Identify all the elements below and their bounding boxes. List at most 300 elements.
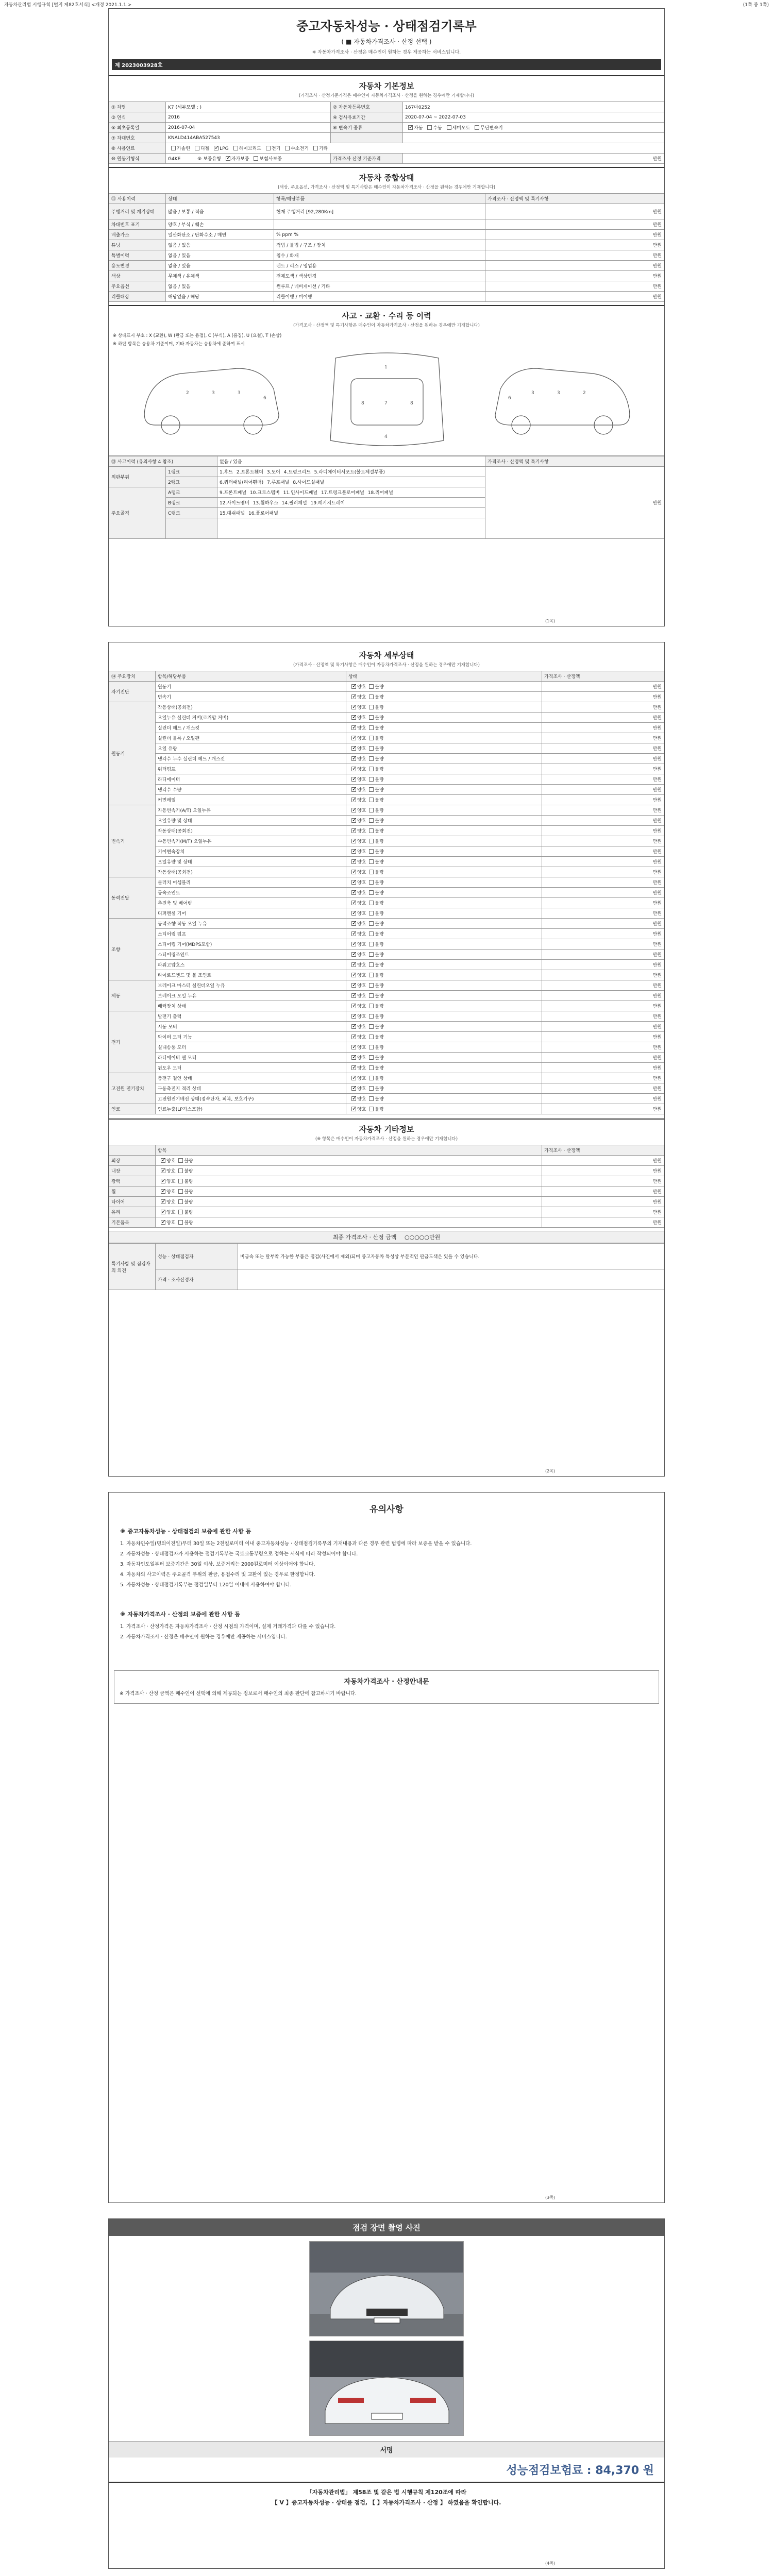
checkbox-checked — [351, 798, 356, 802]
state-ok-label: 양호 — [166, 1210, 176, 1215]
panel-number: 8 — [410, 401, 413, 406]
sign-area — [109, 2483, 664, 2506]
checkbox-checked — [351, 1096, 356, 1101]
checkbox-checked — [351, 942, 356, 946]
row-state: 해당없음 / 해당 — [166, 292, 274, 302]
state-ok-label: 양호 — [166, 1221, 176, 1226]
table-row — [109, 877, 664, 888]
row-price: 만원 — [485, 250, 664, 261]
state-bad-label: 불량 — [375, 819, 384, 824]
state-bad-label: 불량 — [375, 736, 384, 741]
state-ok-label: 양호 — [357, 1045, 366, 1050]
other-item-label: 타이어 — [109, 1197, 156, 1207]
state-bad-label: 불량 — [375, 788, 384, 793]
part-label: 16.플로어패널 — [248, 511, 278, 516]
checkbox-checked — [351, 1004, 356, 1008]
row-price: 만원 — [485, 292, 664, 302]
panel-number: 3 — [212, 391, 215, 396]
rankA-items — [217, 487, 485, 498]
row-label: 용도변경 — [109, 261, 166, 271]
label-inspection-validity: ④ 검사유효기간 — [331, 112, 403, 123]
header-usage: ⑪ 사용이력 — [109, 194, 166, 204]
row-price: 만원 — [485, 240, 664, 250]
state-ok-label: 양호 — [357, 1014, 366, 1020]
accident-summary-state: 없음 / 있음 — [217, 456, 485, 467]
part-price: 만원 — [542, 764, 664, 774]
state-bad-label: 불량 — [184, 1210, 193, 1215]
part-name: 윈도우 모터 — [156, 1063, 346, 1073]
checkbox-checked — [161, 1199, 165, 1204]
header-price: 가격조사 · 산정액 및 특기사항 — [485, 194, 664, 204]
table-row — [109, 774, 664, 785]
state-ok-label: 양호 — [357, 716, 366, 721]
page-2 — [108, 642, 665, 1477]
part-state — [346, 929, 542, 939]
checkbox — [369, 1035, 374, 1039]
state-bad-label: 불량 — [375, 1107, 384, 1112]
checkbox-checked — [351, 973, 356, 977]
part-price: 만원 — [542, 1022, 664, 1032]
state-ok-label: 양호 — [357, 994, 366, 999]
part-price: 만원 — [542, 970, 664, 980]
table-row — [109, 991, 664, 1001]
table-row — [109, 867, 664, 877]
other-item-price: 만원 — [542, 1217, 664, 1228]
car-right-side-outline — [495, 368, 630, 425]
table-row — [109, 240, 664, 250]
part-label: 12.사이드멤버 — [220, 501, 249, 506]
checkbox — [369, 849, 374, 854]
part-price: 만원 — [542, 826, 664, 836]
other-item-price: 만원 — [542, 1197, 664, 1207]
state-bad-label: 불량 — [375, 1076, 384, 1081]
checkbox — [313, 146, 318, 150]
checkbox-checked — [351, 983, 356, 988]
table-row — [109, 1176, 664, 1187]
state-ok-label: 양호 — [166, 1179, 176, 1184]
option-label: 자동 — [414, 126, 423, 131]
document-number: 제 2023003928호 — [112, 59, 661, 70]
other-item-state — [156, 1207, 542, 1217]
part-name: 실린더 블록 / 오일팬 — [156, 733, 346, 743]
part-name: 작동상태(공회전) — [156, 867, 346, 877]
other-item-state — [156, 1187, 542, 1197]
checkbox-checked — [161, 1168, 165, 1173]
checkbox — [369, 694, 374, 699]
state-bad-label: 불량 — [375, 1004, 384, 1009]
other-item-label: 외장 — [109, 1156, 156, 1166]
part-name: 실내송풍 모터 — [156, 1042, 346, 1053]
header-item: 항목/해당부품 — [274, 194, 485, 204]
row-label: 튜닝 — [109, 240, 166, 250]
part-state — [346, 1032, 542, 1042]
other-title: 자동차 기타정보 — [109, 1118, 664, 1136]
state-bad-label: 불량 — [184, 1179, 193, 1184]
panel-number: 2 — [186, 391, 189, 396]
row-price: 만원 — [485, 204, 664, 219]
checkbox — [369, 808, 374, 812]
state-bad-label: 불량 — [375, 705, 384, 710]
checkbox-checked — [351, 715, 356, 720]
row-state: 없음 / 있음 — [166, 250, 274, 261]
notice-title: 유의사항 — [369, 1504, 404, 1515]
other-item-state — [156, 1217, 542, 1228]
state-ok-label: 양호 — [357, 1035, 366, 1040]
option-label: 가솔린 — [177, 146, 191, 151]
part-name: 연료누출(LP가스포함) — [156, 1104, 346, 1114]
state-bad-label: 불량 — [375, 932, 384, 937]
state-ok-label: 양호 — [357, 953, 366, 958]
checkbox-checked — [351, 746, 356, 751]
part-price: 만원 — [542, 1001, 664, 1011]
car-photo-front-svg — [310, 2242, 464, 2336]
other-item-label: 광택 — [109, 1176, 156, 1187]
header-state: 상태 — [346, 671, 542, 682]
option-label: 수동 — [433, 126, 442, 131]
part-name: 기어변속장치 — [156, 846, 346, 857]
state-ok-label: 양호 — [357, 839, 366, 844]
part-price: 만원 — [542, 682, 664, 692]
page-count: (1쪽 중 1쪽) — [743, 3, 769, 8]
checkbox-checked — [351, 962, 356, 967]
state-ok-label: 양호 — [357, 922, 366, 927]
part-label: 15.대쉬패널 — [220, 511, 245, 516]
state-bad-label: 불량 — [375, 880, 384, 886]
part-name: 파워고압호스 — [156, 960, 346, 970]
state-bad-label: 불량 — [375, 953, 384, 958]
state-ok-label: 양호 — [357, 1056, 366, 1061]
transmission-options — [403, 123, 664, 133]
part-name: 실린더 헤드 / 개스킷 — [156, 723, 346, 733]
state-bad-label: 불량 — [375, 891, 384, 896]
overall-title: 자동차 종합상태 — [109, 167, 664, 184]
table-row — [109, 1073, 664, 1083]
part-price: 만원 — [542, 898, 664, 908]
total-table — [109, 1231, 664, 1243]
row-item — [274, 219, 485, 230]
state-ok-label: 양호 — [357, 1066, 366, 1071]
table-row — [109, 1094, 664, 1104]
part-name: 라디에이터 팬 모터 — [156, 1053, 346, 1063]
checkbox — [369, 890, 374, 895]
notice-heading-2: ※ 자동차가격조사 · 산정의 보증에 관한 사항 등 — [120, 1611, 240, 1618]
notice-item: 4. 자동차의 사고이력은 주요골격 부위의 판금, 용접수리 및 교환이 있는 경우로 한정합니다. — [120, 1572, 315, 1578]
checkbox-checked — [351, 828, 356, 833]
part-label: 8.사이드실패널 — [293, 480, 325, 485]
checkbox — [475, 125, 479, 130]
special-text: 비금속 또는 탈부착 가능한 부품은 점검(사진에서 제외)되며 중고자동차 특성상 부분적인 판금도색은 있을 수 있습니다. — [238, 1244, 664, 1269]
state-bad-label: 불량 — [375, 922, 384, 927]
checkbox — [369, 993, 374, 998]
checkbox — [369, 973, 374, 977]
car-left-side-outline — [144, 368, 279, 425]
part-state — [346, 836, 542, 846]
part-state — [346, 805, 542, 816]
part-name: 타이로드엔드 및 볼 조인트 — [156, 970, 346, 980]
checkbox — [369, 911, 374, 916]
page-number: (2쪽) — [545, 1469, 555, 1473]
checkbox-checked — [351, 839, 356, 843]
state-ok-label: 양호 — [357, 942, 366, 947]
label-vin: ⑦ 차대번호 — [109, 133, 166, 143]
table-row — [109, 960, 664, 970]
part-name: 오일 유량 — [156, 743, 346, 754]
state-bad-label: 불량 — [375, 798, 384, 803]
state-ok-label: 양호 — [357, 777, 366, 783]
part-price: 만원 — [542, 908, 664, 919]
checkbox — [369, 756, 374, 761]
checkbox — [266, 146, 271, 150]
checkbox-checked — [226, 156, 230, 161]
checkbox-checked — [351, 787, 356, 792]
part-name: 와이퍼 모터 기능 — [156, 1032, 346, 1042]
table-row — [109, 1197, 664, 1207]
part-name: 스티어링 펌프 — [156, 929, 346, 939]
state-bad-label: 불량 — [375, 1056, 384, 1061]
part-state — [346, 785, 542, 795]
accident-table: ⑬ 사고이력 (유의사항 4 참조) 없음 / 있음 가격조사 · 산정액 및 특기사항 외판부위 1랭크 1.후드 2.프론트휀더 3.도어 4.트렁크리드 5.라디에이터서포트(볼트체결부품) 만원 2랭크 6.쿼터패널(리어휀더) 7.루프패널 8.사이드실패널 주요골격 A랭크 9.프론트패널 10.크로스멤버 11.인사이드패널 17.트렁크플로어패널 18.리어패널 B랭크 12.사이드멤버 13.휠하우스 14.필러패널 19.패키지트레이 C랭크 15.대쉬패널 16.플로어패널 — [109, 456, 664, 539]
part-price: 만원 — [542, 1053, 664, 1063]
overall-note: (색상, 주요옵션, 가격조사 · 산정액 및 특기사항은 매수인이 자동차가격조사 · 산정을 원하는 경우에만 기재합니다) — [277, 185, 496, 190]
other-item-label: 유리 — [109, 1207, 156, 1217]
value-plate: 167마0252 — [403, 102, 664, 112]
label-fuel: ⑧ 사용연료 — [109, 143, 166, 154]
option-label: 전기 — [271, 146, 281, 151]
part-state — [346, 991, 542, 1001]
table-row — [109, 795, 664, 805]
checkbox — [195, 146, 199, 150]
option-label: LPG — [220, 146, 229, 151]
checkbox — [369, 725, 374, 730]
header-price: 가격조사 · 산정액 — [542, 671, 664, 682]
state-ok-label: 양호 — [357, 726, 366, 731]
label-car-name: ① 차명 — [109, 102, 166, 112]
checkbox-checked — [351, 1065, 356, 1070]
checkbox-checked — [161, 1210, 165, 1214]
row-label: 주행거리 및 계기상태 — [109, 204, 166, 219]
value-vin: KNALD414ABA527543 — [166, 133, 331, 143]
table-row — [109, 733, 664, 743]
checkbox-checked — [351, 849, 356, 854]
state-bad-label: 불량 — [375, 726, 384, 731]
table-row — [109, 1053, 664, 1063]
page-title: 중고자동차성능 · 상태점검기록부 — [296, 19, 477, 33]
other-item-price: 만원 — [542, 1207, 664, 1217]
document-topline — [0, 0, 773, 7]
table-row — [109, 816, 664, 826]
state-bad-label: 불량 — [184, 1200, 193, 1205]
panel-number: 2 — [583, 391, 586, 396]
part-price: 만원 — [542, 774, 664, 785]
checkbox — [178, 1168, 183, 1173]
option-label: 하이브리드 — [239, 146, 262, 151]
part-price: 만원 — [542, 991, 664, 1001]
checkbox — [369, 952, 374, 957]
photo-area — [109, 2236, 664, 2441]
checkbox-checked — [351, 1076, 356, 1080]
state-bad-label: 불량 — [184, 1169, 193, 1174]
checkbox — [369, 1055, 374, 1060]
checkbox-checked — [161, 1189, 165, 1194]
table-row — [109, 1104, 664, 1114]
table-row — [109, 1022, 664, 1032]
state-bad-label: 불량 — [375, 1025, 384, 1030]
part-price: 만원 — [542, 785, 664, 795]
table-row — [109, 805, 664, 816]
table-row — [109, 1166, 664, 1176]
checkbox-checked — [351, 736, 356, 740]
state-ok-label: 양호 — [357, 1025, 366, 1030]
photo-title: 점검 장면 촬영 사진 — [109, 2219, 664, 2236]
checkbox — [369, 1086, 374, 1091]
notice-item: 1. 자동차인수일(명의이전일)부터 30일 또는 2천킬로미터 이내 중고자동차성능 · 상태점검기록부의 기재내용과 다른 경우 관련 법령에 따라 보증을 받을 수 있습니다. — [120, 1540, 472, 1547]
other-item-label: 내장 — [109, 1166, 156, 1176]
part-label: 5.라디에이터서포트(볼트체결부품) — [314, 470, 385, 475]
part-state — [346, 764, 542, 774]
device-group-label: 제동 — [109, 980, 156, 1011]
part-state — [346, 939, 542, 950]
part-price: 만원 — [542, 888, 664, 898]
page-number: (4쪽) — [545, 2561, 555, 2566]
checkbox-checked — [351, 901, 356, 905]
table-row — [109, 846, 664, 857]
checkbox-checked — [408, 125, 413, 130]
part-name: 작동상태(공회전) — [156, 702, 346, 713]
table-row — [109, 888, 664, 898]
checkbox-checked — [351, 705, 356, 709]
value-engine: G4KE — [168, 157, 181, 162]
state-ok-label: 양호 — [357, 963, 366, 968]
panel-number: 1 — [384, 365, 388, 370]
option-label: 자가보증 — [231, 157, 249, 162]
inspection-photo-rear — [309, 2341, 464, 2436]
table-row — [109, 292, 664, 302]
part-name: 스티어링 기어(MDPS포함) — [156, 939, 346, 950]
part-name: 라디에이터 — [156, 774, 346, 785]
table-row — [109, 723, 664, 733]
table-row — [109, 1001, 664, 1011]
device-group-label: 동력전달 — [109, 877, 156, 919]
part-price: 만원 — [542, 713, 664, 723]
part-label: 11.인사이드패널 — [283, 490, 318, 496]
checkbox-checked — [351, 1086, 356, 1091]
table-row — [109, 857, 664, 867]
part-state — [346, 826, 542, 836]
checkbox-checked — [351, 1107, 356, 1111]
other-note: (※ 항목은 매수인이 자동차가격조사 · 산정을 원하는 경우에만 기재합니다) — [315, 1137, 458, 1142]
device-group-label: 조향 — [109, 919, 156, 980]
checkbox-checked — [351, 1014, 356, 1019]
part-state — [346, 980, 542, 991]
row-label: 배출가스 — [109, 230, 166, 240]
checkbox-checked — [351, 931, 356, 936]
state-ok-label: 양호 — [357, 1004, 366, 1009]
table-row — [109, 692, 664, 702]
part-state — [346, 1073, 542, 1083]
accident-legend: ※ 상태표시 부호 : X (교환), W (판금 또는 용접), C (부식), A (흠집), U (요철), T (손상) — [113, 333, 282, 338]
table-row — [109, 1011, 664, 1022]
state-bad-label: 불량 — [375, 767, 384, 772]
state-bad-label: 불량 — [184, 1221, 193, 1226]
part-state — [346, 1104, 542, 1114]
part-name: 오일누유 실린더 커버(로커암 커버) — [156, 713, 346, 723]
panel-number: 6 — [263, 396, 266, 401]
checkbox — [233, 146, 238, 150]
row-state: 무채색 / 유채색 — [166, 271, 274, 281]
state-ok-label: 양호 — [357, 788, 366, 793]
table-row — [109, 271, 664, 281]
part-name: 고전원전기배선 상태(접속단자, 피복, 보호기구) — [156, 1094, 346, 1104]
part-state — [346, 1011, 542, 1022]
checkbox-checked — [351, 1045, 356, 1049]
insurance-fee: 성능점검보험료 : 84,370 원 — [109, 2458, 664, 2483]
checkbox — [369, 839, 374, 843]
confirm-title: 자동차가격조사 · 산정안내문 — [344, 1678, 429, 1686]
other-item-price: 만원 — [542, 1176, 664, 1187]
part-price: 만원 — [542, 929, 664, 939]
part-name: 등속조인트 — [156, 888, 346, 898]
state-ok-label: 양호 — [357, 870, 366, 875]
label-warranty: ⑨ 보증유형 — [197, 157, 221, 162]
header-device: ⑭ 주요장치 — [109, 671, 156, 682]
table-row — [109, 1187, 664, 1197]
state-bad-label: 불량 — [375, 839, 384, 844]
row-state: 없음 / 있음 — [166, 261, 274, 271]
state-ok-label: 양호 — [357, 808, 366, 814]
row-label: 리콜대상 — [109, 292, 166, 302]
device-group-label: 연료 — [109, 1104, 156, 1114]
row-price: 만원 — [485, 261, 664, 271]
state-bad-label: 불량 — [375, 901, 384, 906]
part-price: 만원 — [542, 846, 664, 857]
part-state — [346, 702, 542, 713]
sign-line-2: 【 V 】중고자동차성능 · 상태를 점검, 【 】자동차가격조사 · 산정 】 하였음을 확인합니다. — [272, 2499, 501, 2506]
basic-info-table — [109, 101, 664, 164]
notice-item: 3. 자동차인도일부터 보증기간은 30일 이상, 보증거리는 2000킬로미터 이상이어야 합니다. — [120, 1561, 315, 1567]
checkbox — [178, 1199, 183, 1204]
part-name: 냉각수 누수 실린더 헤드 / 개스킷 — [156, 754, 346, 764]
checkbox — [369, 1065, 374, 1070]
row-price: 만원 — [485, 230, 664, 240]
checkbox — [369, 787, 374, 792]
state-ok-label: 양호 — [357, 1107, 366, 1112]
state-bad-label: 불량 — [375, 747, 384, 752]
state-ok-label: 양호 — [357, 911, 366, 917]
table-row — [109, 230, 664, 240]
part-state — [346, 682, 542, 692]
table-row — [109, 204, 664, 219]
part-name: 냉각수 수량 — [156, 785, 346, 795]
state-ok-label: 양호 — [357, 880, 366, 886]
confirm-text: ※ 가격조사 · 산정 금액은 매수인이 선택에 의해 제공되는 정보로서 매수인의 최종 판단에 참고하시기 바랍니다. — [120, 1691, 357, 1697]
panel-number: 3 — [557, 391, 560, 396]
checkbox-checked — [214, 146, 219, 150]
part-state — [346, 877, 542, 888]
part-price: 만원 — [542, 1063, 664, 1073]
part-state — [346, 692, 542, 702]
table-row — [109, 1063, 664, 1073]
table-row — [109, 682, 664, 692]
state-ok-label: 양호 — [166, 1159, 176, 1164]
device-group-label: 고전원 전기장치 — [109, 1073, 156, 1104]
rankB-items — [217, 498, 485, 508]
state-ok-label: 양호 — [357, 1087, 366, 1092]
sign-line-1: 「자동차관리법」 제58조 및 같은 법 시행규칙 제120조에 따라 — [306, 2489, 467, 2496]
table-row — [109, 702, 664, 713]
part-price: 만원 — [542, 1073, 664, 1083]
part-price: 만원 — [542, 1042, 664, 1053]
state-ok-label: 양호 — [357, 1076, 366, 1081]
